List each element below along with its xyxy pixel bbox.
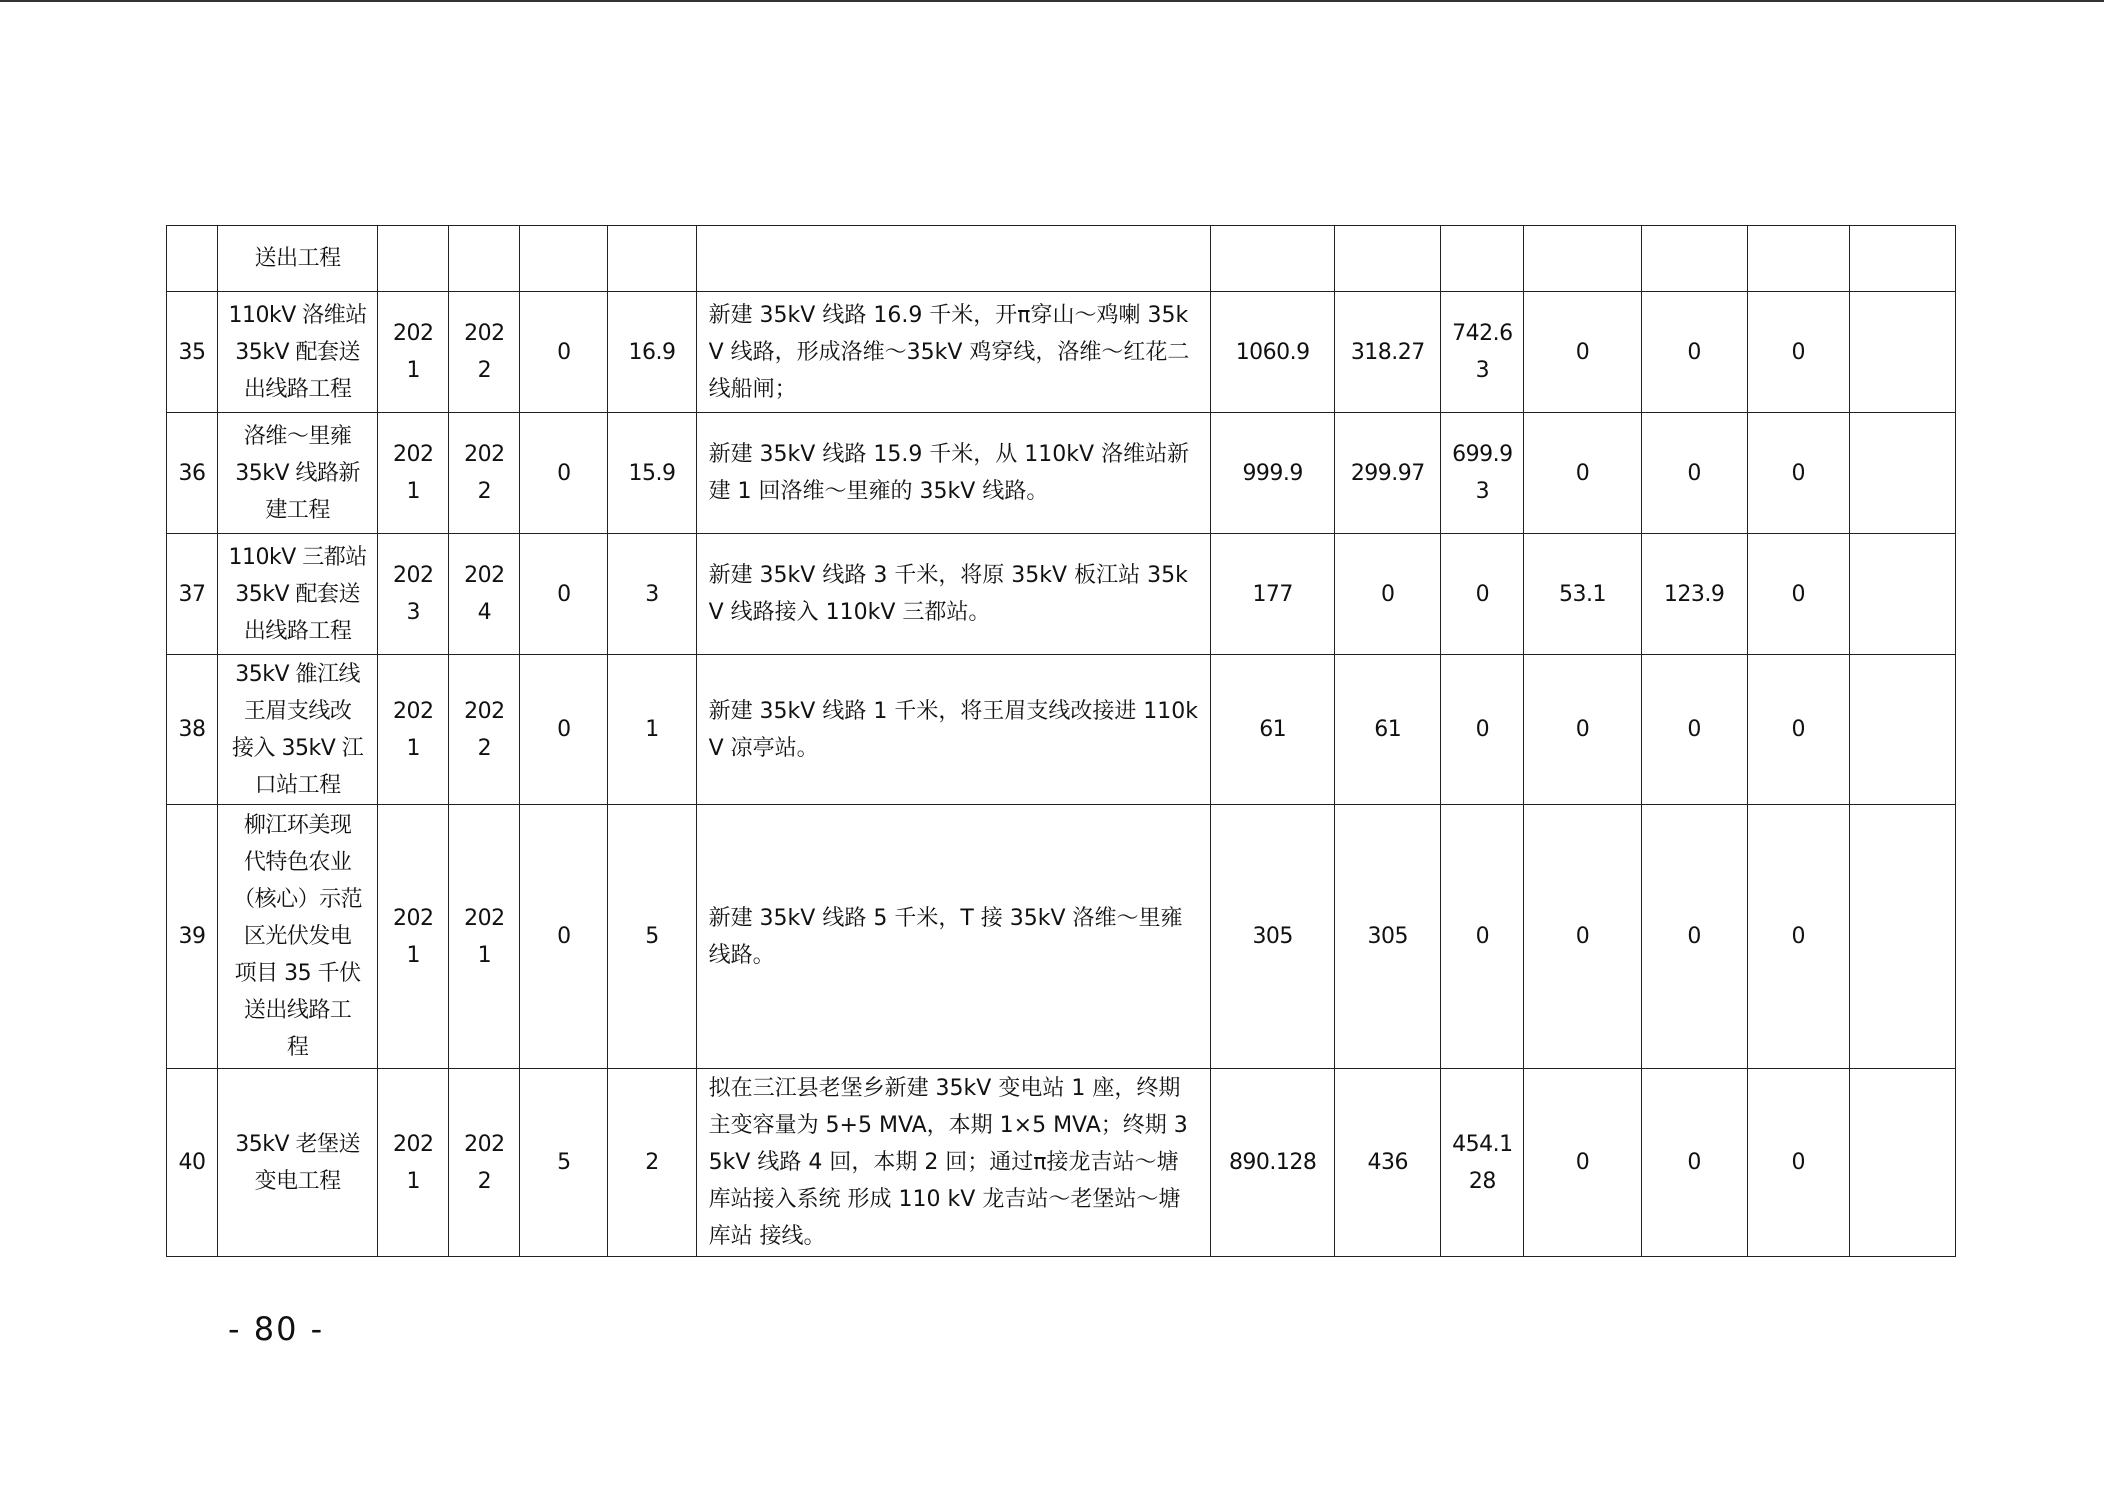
row-number-cell: 40 <box>167 1069 218 1257</box>
investment-2021-cell: 305 <box>1335 805 1441 1069</box>
investment-2023-cell: 0 <box>1524 292 1641 413</box>
table-row <box>167 226 1956 292</box>
investment-2021-cell: 436 <box>1335 1069 1441 1257</box>
transformer-capacity-cell: 0 <box>520 805 608 1069</box>
construction-content-cell: 新建 35kV 线路 5 千米，T 接 35kV 洛维～里雍线路。 <box>696 805 1211 1069</box>
investment-2024-cell: 0 <box>1641 1069 1747 1257</box>
start-year-cell: 202 1 <box>378 805 449 1069</box>
row-number-cell: 35 <box>167 292 218 413</box>
top-border-line <box>0 0 2104 2</box>
investment-2024-cell: 123.9 <box>1641 534 1747 655</box>
total-investment-cell: 890.128 <box>1211 1069 1335 1257</box>
line-length-cell: 5 <box>608 805 696 1069</box>
start-year-cell: 202 1 <box>378 292 449 413</box>
start-year-cell: 202 1 <box>378 1069 449 1257</box>
remarks-cell <box>1849 805 1955 1069</box>
total-investment-cell: 1060.9 <box>1211 292 1335 413</box>
investment-2021-cell <box>1335 226 1441 292</box>
investment-2025-cell <box>1747 226 1849 292</box>
row-number-cell: 39 <box>167 805 218 1069</box>
transformer-capacity-cell: 0 <box>520 292 608 413</box>
remarks-cell <box>1849 226 1955 292</box>
investment-2022-cell: 454.1 28 <box>1441 1069 1524 1257</box>
investment-2024-cell: 0 <box>1641 292 1747 413</box>
transformer-capacity-cell: 0 <box>520 413 608 534</box>
transformer-capacity-cell: 0 <box>520 655 608 805</box>
investment-2025-cell: 0 <box>1747 655 1849 805</box>
table-body <box>167 226 1956 1257</box>
project-name-cell: 柳江环美现 代特色农业 （核心）示范 区光伏发电 项目 35 千伏 送出线路工 程 <box>218 805 378 1069</box>
construction-content-cell: 新建 35kV 线路 16.9 千米，开π穿山～鸡喇 35kV 线路，形成洛维～35kV 鸡穿线，洛维～红花二线船闸； <box>696 292 1211 413</box>
remarks-cell <box>1849 1069 1955 1257</box>
start-year-cell: 202 3 <box>378 534 449 655</box>
investment-2022-cell: 0 <box>1441 805 1524 1069</box>
start-year-cell <box>378 226 449 292</box>
investment-2023-cell: 0 <box>1524 655 1641 805</box>
line-length-cell: 3 <box>608 534 696 655</box>
construction-content-cell: 新建 35kV 线路 15.9 千米，从 110kV 洛维站新建 1 回洛维～里雍的 35kV 线路。 <box>696 413 1211 534</box>
line-length-cell: 2 <box>608 1069 696 1257</box>
project-name-cell: 110kV 三都站 35kV 配套送 出线路工程 <box>218 534 378 655</box>
investment-2024-cell: 0 <box>1641 655 1747 805</box>
investment-2023-cell: 0 <box>1524 413 1641 534</box>
start-year-cell: 202 1 <box>378 413 449 534</box>
table-row <box>167 655 1956 805</box>
row-number-cell: 36 <box>167 413 218 534</box>
investment-2025-cell: 0 <box>1747 292 1849 413</box>
remarks-cell <box>1849 292 1955 413</box>
line-length-cell: 15.9 <box>608 413 696 534</box>
investment-2024-cell <box>1641 226 1747 292</box>
investment-2025-cell: 0 <box>1747 413 1849 534</box>
table-row <box>167 413 1956 534</box>
total-investment-cell <box>1211 226 1335 292</box>
transformer-capacity-cell: 5 <box>520 1069 608 1257</box>
end-year-cell <box>449 226 520 292</box>
total-investment-cell: 177 <box>1211 534 1335 655</box>
line-length-cell: 16.9 <box>608 292 696 413</box>
investment-2023-cell: 53.1 <box>1524 534 1641 655</box>
remarks-cell <box>1849 534 1955 655</box>
investment-2022-cell <box>1441 226 1524 292</box>
end-year-cell: 202 1 <box>449 805 520 1069</box>
construction-content-cell: 新建 35kV 线路 1 千米，将王眉支线改接进 110kV 凉亭站。 <box>696 655 1211 805</box>
line-length-cell: 1 <box>608 655 696 805</box>
transformer-capacity-cell: 0 <box>520 534 608 655</box>
investment-2022-cell: 742.6 3 <box>1441 292 1524 413</box>
table-row <box>167 1069 1956 1257</box>
project-name-cell: 110kV 洛维站 35kV 配套送 出线路工程 <box>218 292 378 413</box>
investment-2024-cell: 0 <box>1641 413 1747 534</box>
line-length-cell <box>608 226 696 292</box>
investment-2023-cell <box>1524 226 1641 292</box>
project-name-cell: 送出工程 <box>218 226 378 292</box>
start-year-cell: 202 1 <box>378 655 449 805</box>
table-row <box>167 534 1956 655</box>
end-year-cell: 202 2 <box>449 292 520 413</box>
end-year-cell: 202 2 <box>449 655 520 805</box>
project-name-cell: 35kV 老堡送 变电工程 <box>218 1069 378 1257</box>
page-number: - 80 - <box>228 1310 325 1348</box>
row-number-cell: 37 <box>167 534 218 655</box>
investment-2023-cell: 0 <box>1524 805 1641 1069</box>
total-investment-cell: 61 <box>1211 655 1335 805</box>
end-year-cell: 202 4 <box>449 534 520 655</box>
investment-2024-cell: 0 <box>1641 805 1747 1069</box>
total-investment-cell: 305 <box>1211 805 1335 1069</box>
total-investment-cell: 999.9 <box>1211 413 1335 534</box>
investment-2025-cell: 0 <box>1747 1069 1849 1257</box>
investment-2021-cell: 0 <box>1335 534 1441 655</box>
remarks-cell <box>1849 413 1955 534</box>
remarks-cell <box>1849 655 1955 805</box>
investment-2023-cell: 0 <box>1524 1069 1641 1257</box>
construction-content-cell: 新建 35kV 线路 3 千米，将原 35kV 板江站 35kV 线路接入 110kV 三都站。 <box>696 534 1211 655</box>
row-number-cell <box>167 226 218 292</box>
project-name-cell: 洛维～里雍 35kV 线路新 建工程 <box>218 413 378 534</box>
end-year-cell: 202 2 <box>449 413 520 534</box>
investment-2022-cell: 699.9 3 <box>1441 413 1524 534</box>
investment-2022-cell: 0 <box>1441 655 1524 805</box>
construction-content-cell: 拟在三江县老堡乡新建 35kV 变电站 1 座，终期主变容量为 5+5 MVA，本期 1×5 MVA；终期 35kV 线路 4 回，本期 2 回；通过π接龙吉站～塘库站接入系统 形成 110 kV 龙吉站～老堡站～塘库站 接线。 <box>696 1069 1211 1257</box>
investment-2021-cell: 318.27 <box>1335 292 1441 413</box>
construction-content-cell <box>696 226 1211 292</box>
investment-2021-cell: 299.97 <box>1335 413 1441 534</box>
investment-2025-cell: 0 <box>1747 534 1849 655</box>
end-year-cell: 202 2 <box>449 1069 520 1257</box>
investment-2025-cell: 0 <box>1747 805 1849 1069</box>
row-number-cell: 38 <box>167 655 218 805</box>
table-row <box>167 292 1956 413</box>
project-name-cell: 35kV 雒江线 王眉支线改 接入 35kV 江 口站工程 <box>218 655 378 805</box>
project-table <box>166 225 1956 1257</box>
investment-2022-cell: 0 <box>1441 534 1524 655</box>
transformer-capacity-cell <box>520 226 608 292</box>
table-row <box>167 805 1956 1069</box>
investment-2021-cell: 61 <box>1335 655 1441 805</box>
